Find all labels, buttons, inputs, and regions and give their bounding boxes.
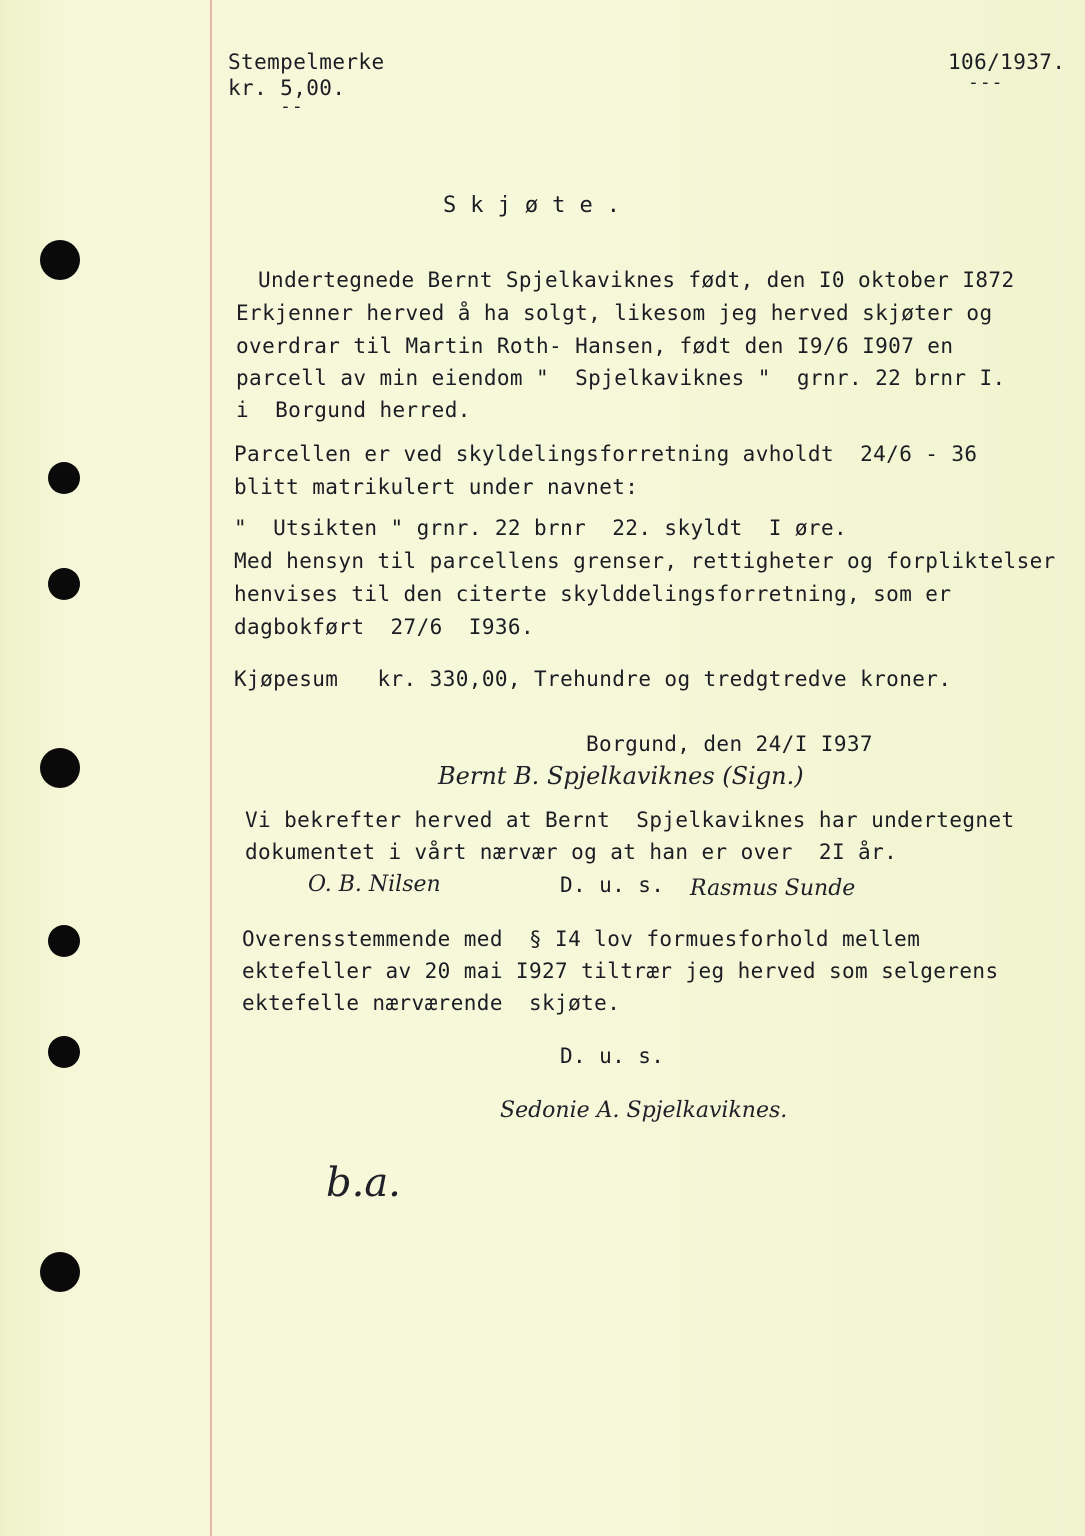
spouse-signature: Sedonie A. Spjelkaviknes. bbox=[500, 1098, 788, 1123]
punch-hole bbox=[40, 240, 80, 280]
punch-hole bbox=[40, 748, 80, 788]
text-line: Parcellen er ved skyldelingsforretning avholdt 24/6 - 36 bbox=[234, 442, 978, 466]
text-line: dokumentet i vårt nærvær og at han er over 2I år. bbox=[245, 840, 898, 864]
witness-1-signature: O. B. Nilsen bbox=[308, 872, 441, 897]
text-line: parcell av min eiendom " Spjelkaviknes " grnr. 22 brnr I. bbox=[236, 366, 1006, 390]
text-line: Undertegnede Bernt Spjelkaviknes født, den I0 oktober I872 bbox=[258, 268, 1015, 292]
document-number-dash: --- bbox=[968, 72, 1004, 93]
document-title: S k j ø t e . bbox=[443, 193, 621, 218]
text-line: Vi bekrefter herved at Bernt Spjelkaviknes har undertegnet bbox=[245, 808, 1015, 832]
text-line: ektefelle nærværende skjøte. bbox=[242, 991, 621, 1015]
text-line: Overensstemmende med § I4 lov formuesforhold mellem bbox=[242, 927, 921, 951]
punch-hole bbox=[40, 1252, 80, 1292]
purchase-price: Kjøpesum kr. 330,00, Trehundre og tredgtredve kroner. bbox=[234, 667, 952, 691]
witness-2-signature: Rasmus Sunde bbox=[690, 876, 856, 901]
text-line: blitt matrikulert under navnet: bbox=[234, 475, 639, 499]
text-line: " Utsikten " grnr. 22 brnr 22. skyldt I øre. bbox=[234, 516, 848, 540]
witness-dus: D. u. s. bbox=[560, 873, 665, 897]
stamp-dash: -- bbox=[280, 96, 304, 117]
text-line: Erkjenner herved å ha solgt, likesom jeg herved skjøter og bbox=[236, 301, 993, 325]
document-number: 106/1937. bbox=[948, 50, 1066, 74]
margin-line bbox=[210, 0, 212, 1536]
text-line: i Borgund herred. bbox=[236, 398, 471, 422]
text-line: henvises til den citerte skylddelingsforretning, som er bbox=[234, 582, 952, 606]
stamp-amount: kr. 5,00. bbox=[228, 76, 346, 100]
initials-signature: b.a. bbox=[326, 1160, 401, 1206]
stamp-label: Stempelmerke bbox=[228, 50, 385, 74]
text-line: dagbokført 27/6 I936. bbox=[234, 615, 534, 639]
spouse-dus: D. u. s. bbox=[560, 1044, 665, 1068]
text-line: ektefeller av 20 mai I927 tiltrær jeg herved som selgerens bbox=[242, 959, 999, 983]
text-line: Med hensyn til parcellens grenser, rettigheter og forpliktelser bbox=[234, 549, 1056, 573]
text-line: overdrar til Martin Roth- Hansen, født den I9/6 I907 en bbox=[236, 334, 954, 358]
punch-hole bbox=[48, 1036, 80, 1068]
place-date: Borgund, den 24/I I937 bbox=[586, 732, 873, 756]
punch-hole bbox=[48, 568, 80, 600]
punch-hole bbox=[48, 462, 80, 494]
seller-signature: Bernt B. Spjelkaviknes (Sign.) bbox=[438, 762, 804, 790]
punch-hole bbox=[48, 925, 80, 957]
